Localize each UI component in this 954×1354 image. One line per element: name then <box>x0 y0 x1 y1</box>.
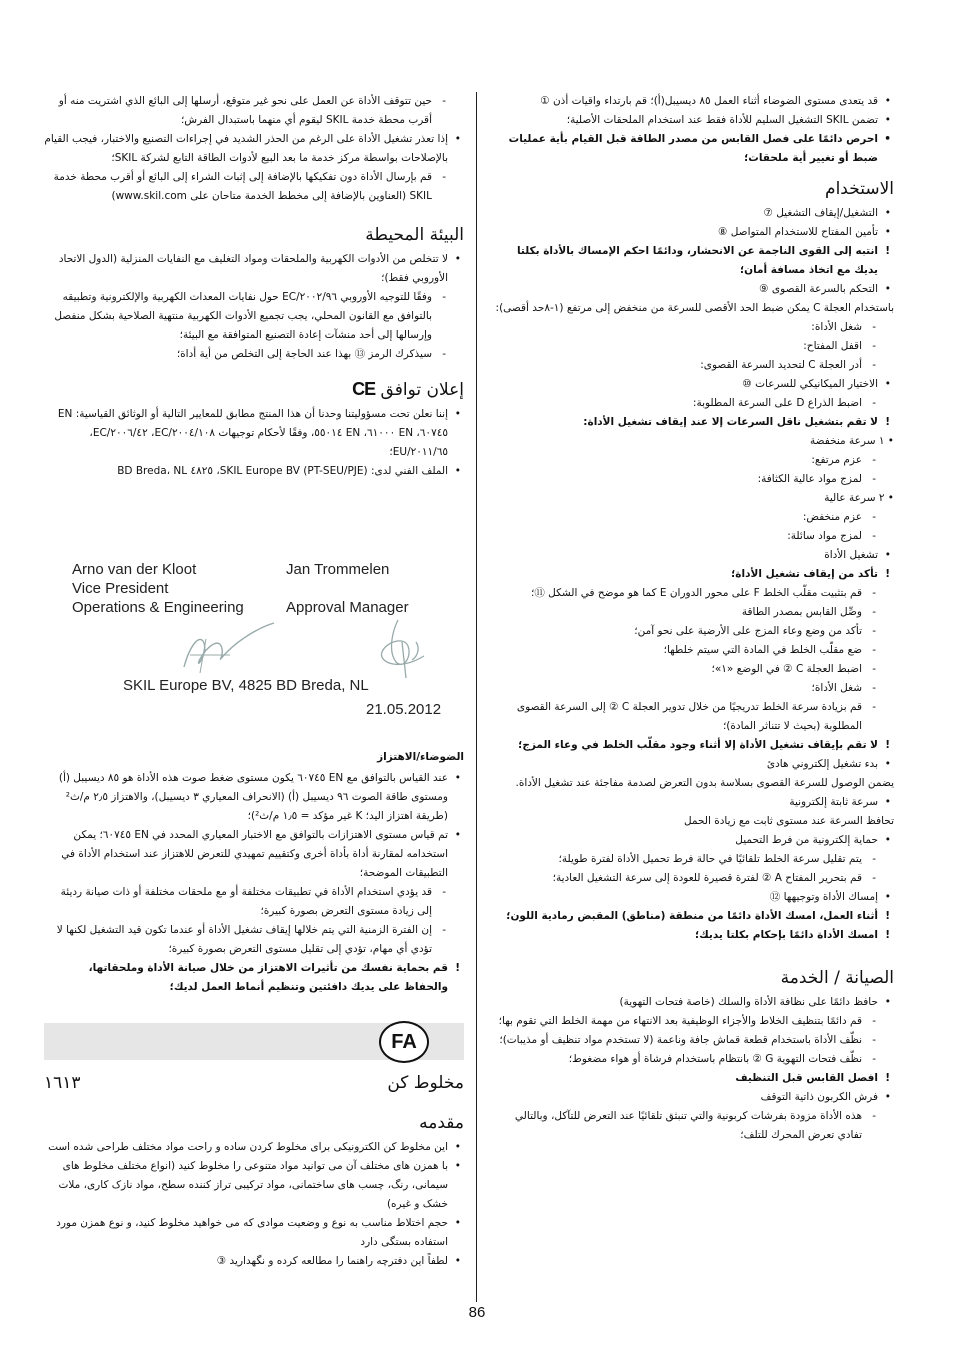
signatory-1-name: Arno van der Kloot <box>72 561 197 578</box>
left-column <box>44 92 464 481</box>
warning-item: ! انتبه إلى القوى الناجمة عن الانحشار، ودائمًا احكم الإمساك بالأداة بكلتا يديك مع اتخاذ مسافة أمان؛ <box>492 242 894 280</box>
dash-item: - أدر العجلة C لتحديد السرعة القصوى: <box>492 356 894 375</box>
bullet-item: • حماية إلكترونية من فرط التحميل <box>492 831 894 850</box>
declaration-list <box>44 405 464 481</box>
declaration-date: 21.05.2012 <box>366 701 442 718</box>
warning-item: ! امسك الأداة دائمًا بإحكام بكلتا يديك؛ <box>492 926 894 945</box>
bullet-item: • این مخلوط کن الکترونیکی برای مخلوط کردن ساده و راحت مواد مختلف طراحی شده است <box>44 1138 464 1157</box>
ear-protection-note: • قد يتعدى مستوى الضوضاء أثناء العمل ٨٥ ديسيبل(أ)؛ قم بارتداء واقيات أذن ① <box>492 92 894 111</box>
dash-item: - نظّف الأداة باستخدام قطعة قماش جافة وناعمة (لا تستخدم مواد تنظيف أو مذيبات)؛ <box>492 1031 894 1050</box>
bullet-item: • عند القياس بالتوافق مع EN ٦٠٧٤٥ يكون مستوى ضغط صوت هذه الأداة هو ٨٥ ديسيبل (أ) ومستوى طاقة الصوت ٩٦ ديسيبل (أ) (الانحراف المعياري ٣ ديسيبل)، والاهتزاز ٢٫٥ م/ث² (طريقة اهتزاز اليد؛ K غير مؤكد = ١٫٥ م/ث²)؛ <box>44 769 464 826</box>
warning-item: ! لا تقم بتشغيل ناقل السرعات إلا عند إيقاف تشغيل الأداة: <box>492 413 894 432</box>
accessories-note: • تضمن SKIL التشغيل السليم للأداة فقط عند استخدام الملحقات الأصلية؛ <box>492 111 894 130</box>
noise-section <box>44 740 464 997</box>
dash-item: - قم بتثبيت مقلّب الخلط F على محور الدوران E كما هو موضح في الشكل ⑪؛ <box>492 584 894 603</box>
unplug-note: • احرص دائمًا على فصل القابس من مصدر الطاقة قبل القيام بأية عمليات ضبط أو تغيير أية ملحقات؛ <box>492 130 894 168</box>
bullet-item: • لا تتخلص من الأدوات الكهربية والملحقات ومواد التغليف مع النفايات المنزلية (الدول الاتحاد الأوروبي فقط)؛ <box>44 250 464 288</box>
bullet-item: • سرعة ثابتة إلكترونية <box>492 793 894 812</box>
signatory-1-title: Vice President <box>72 580 169 597</box>
dash-item: - اضبط الذراع D على السرعة المطلوبة: <box>492 394 894 413</box>
fa-model-code: ١٦١٣ <box>44 1073 81 1093</box>
signature-block <box>72 560 472 617</box>
text-line: تحافظ السرعة عند مستوى ثابت مع زيادة الحمل <box>683 815 894 827</box>
dash-item: - هذه الأداة مزودة بفرشات كربونية والتي تنبثق تلقائيًا عند التعرض للتآكل، وبالتالي تفادي تعرض المحرك للتلف؛ <box>492 1107 894 1145</box>
dash-item: - وفقًا للتوجيه الأوروبي ٢٠٠٢/٩٦/EC حول نفايات المعدات الكهربية والإلكترونية وتطبيقه بالتوافق مع القانون المحلي، يجب تجميع الأدوات الكهربية منتهية الصلاحية بشكل منفصل وإرسالها إلى أحد منشآت إعادة التصنيع المتوافقة مع البيئة؛ <box>44 288 464 345</box>
dash-item: - قم بزيادة سرعة الخلط تدريجيًا من خلال تدوير العجلة C ② إلى السرعة القصوى المطلوبة (بحيث لا تتناثر المادة)؛ <box>492 698 894 736</box>
warning-item: ! افصل القابس قبل التنظيف <box>492 1069 894 1088</box>
declaration-heading-text: إعلان توافق <box>380 380 464 400</box>
dash-item: - وصِّل القابس بمصدر الطاقة <box>492 603 894 622</box>
bullet-item: • التشغيل/إيقاف التشغيل ⑦ <box>492 204 894 223</box>
maintenance-list <box>492 993 894 1145</box>
dash-item: - لمزج مواد سائلة: <box>492 527 894 546</box>
bullet-item: • حافظ دائمًا على نظافة الأداة والسلك (خاصة فتحات التهوية) <box>492 993 894 1012</box>
page-number: 86 <box>468 1304 486 1321</box>
dash-item: - حين تتوقف الأداة عن العمل على نحو غير متوقع، أرسلها إلى البائع الذي اشتريت منه أو أقرب محطة خدمة SKIL ليقوم أي منهما باستبدال الفرش؛ <box>44 92 464 130</box>
company-address: SKIL Europe BV, 4825 BD Breda, NL <box>123 677 369 694</box>
fa-intro-section <box>44 1112 464 1271</box>
usage-heading: الاستخدام <box>825 179 894 199</box>
warning-item: ! أثناء العمل، امسك الأداة دائمًا من منطقة (مناطق) المقبض رمادية اللون؛ <box>492 907 894 926</box>
signature-2-image <box>368 612 438 682</box>
bullet-item: • فرش الكربون ذاتية التوقف <box>492 1088 894 1107</box>
signatory-2-title: Approval Manager <box>286 599 409 616</box>
bullet-item: • الاختيار الميكانيكي للسرعات ⑩ <box>492 375 894 394</box>
dash-item: - لمزج مواد عالية الكثافة: <box>492 470 894 489</box>
noise-list <box>44 769 464 997</box>
dash-item: - نظّف فتحات التهوية G ② بانتظام باستخدام فرشاة أو هواء مضغوط؛ <box>492 1050 894 1069</box>
maintenance-heading: الصيانة / الخدمة <box>780 968 894 988</box>
bullet-item: • با همزن های مختلف آن می توانید مواد متنوعی را مخلوط کنید (انواع مختلف مخلوط های سیمانی، رنگ، چسب های ساختمانی، مواد ترکیبی تراز کننده سطح، مواد نازک کاری، ملات خشک و غیره) <box>44 1157 464 1214</box>
bullet-item: • إذا تعذر تشغيل الأداة على الرغم من الحذر الشديد في إجراءات التصنيع والاختبار، فيجب القيام بالإصلاحات بواسطة مركز خدمة ما بعد البيع لأدوات الطاقة التابع لشركة SKIL؛ <box>44 130 464 168</box>
dash-item: - قم بتحرير المفتاح A ② لفترة قصيرة للعودة إلى سرعة التشغيل العادية؛ <box>492 869 894 888</box>
text-line: • ١ سرعة منخفضة <box>810 435 894 447</box>
text-line: باستخدام العجلة C يمكن ضبط الحد الأقصى للسرعة من منخفض إلى مرتفع (١-٨حد أقصى): <box>495 302 894 314</box>
text-line: • ٢ سرعة عالية <box>824 492 894 504</box>
bullet-item: • حجم اختلاط مناسب به نوع و وضعیت موادی که می خواهید مخلوط کنید، و نوع همزن مورد استفاده بستگی دارد <box>44 1214 464 1252</box>
dash-item: - عزم منخفض: <box>492 508 894 527</box>
signatory-2-name: Jan Trommelen <box>286 561 390 578</box>
bullet-item: • بدء تشغيل إلكتروني هادئ <box>492 755 894 774</box>
declaration-heading <box>44 378 464 401</box>
dash-item: - سيذكرك الرمز ⑬ بهذا عند الحاجة إلى التخلص من أية أداة؛ <box>44 345 464 364</box>
dash-item: - اضبط العجلة C ② في الوضع «١»؛ <box>492 660 894 679</box>
signature-1-image <box>170 615 280 677</box>
usage-list <box>492 204 894 945</box>
noise-heading: الضوضاء/الاهتزاز <box>377 751 464 763</box>
warning-item: ! تأكد من إيقاف تشغيل الأداة؛ <box>492 565 894 584</box>
dash-item: - يتم تقليل سرعة الخلط تلقائيًا في حالة فرط تحميل الأداة لفترة طويلة؛ <box>492 850 894 869</box>
intro-bullets <box>492 92 894 168</box>
language-badge: FA <box>379 1021 429 1063</box>
dash-item: - قد يؤدي استخدام الأداة في تطبيقات مختلفة أو مع ملحقات مختلفة أو ذات صيانة رديئة إلى زيادة مستوى التعرض بصورة كبيرة؛ <box>44 883 464 921</box>
dash-item: - ضع مقلّب الخلط في المادة التي سيتم خلطها؛ <box>492 641 894 660</box>
bullet-item: • تم قياس مستوى الاهتزازات بالتوافق مع الاختبار المعياري المحدد في EN ٦٠٧٤٥؛ يمكن استخدامه لمقارنة أداة بأداة أخرى وكتقييم تمهيدي للتعرض للاهتزاز عند استخدام الأداة في التطبيقات الموضحة؛ <box>44 826 464 883</box>
dash-item: - اقفل المفتاح: <box>492 337 894 356</box>
fa-product-title: مخلوط کن <box>387 1073 464 1093</box>
environment-heading: البيئة المحيطة <box>365 225 464 245</box>
warning-item: ! قم بحماية نفسك من تأثيرات الاهتزاز من خلال صيانة الأداة وملحقاتها، والحفاظ على يديك دافئتين وتنظيم أنماط العمل لديك؛ <box>44 959 464 997</box>
dash-item: - شغل الأداة؛ <box>492 679 894 698</box>
signatory-1-dept: Operations & Engineering <box>72 599 244 616</box>
fa-intro-heading: مقدمه <box>419 1113 464 1133</box>
dash-item: - قم دائمًا بتنظيف الخلاط والأجزاء الوظيفية بعد الانتهاء من مهمة الخلط التي تقوم بها؛ <box>492 1012 894 1031</box>
warning-item: ! لا تقم بإيقاف تشغيل الأداة إلا أثناء وجود مقلّب الخلط في وعاء المزج؛ <box>492 736 894 755</box>
bullet-item: • تشغيل الأداة <box>492 546 894 565</box>
dash-item: - شغل الأداة: <box>492 318 894 337</box>
text-line: يضمن الوصول للسرعة القصوى بسلاسة بدون التعرض لصدمة مفاجئة عند تشغيل الأداة. <box>515 777 894 789</box>
bullet-item: • التحكم بالسرعة القصوى ⑨ <box>492 280 894 299</box>
dash-item: - عزم مرتفع: <box>492 451 894 470</box>
bullet-item: • إننا نعلن تحت مسؤوليتنا وحدنا أن هذا المنتج مطابق للمعايير التالية أو الوثائق القياسية: EN ٦٠٧٤٥، EN ٦١٠٠٠، EN ٥٥٠١٤، وفقًا لأحكام توجيهات ٢٠٠٤/١٠٨/EC، ٢٠٠٦/٤٢/EC، ٢٠١١/٦٥/EU؛ <box>44 405 464 462</box>
column-divider <box>476 92 477 1302</box>
fa-title-row <box>44 1073 464 1093</box>
bullet-item: • تأمين المفتاح للاستخدام المتواصل ⑧ <box>492 223 894 242</box>
right-column <box>492 92 894 1145</box>
dash-item: - إن الفترة الزمنية التي يتم خلالها إيقاف تشغيل الأداة أو عندما تكون قيد التشغيل لكنها لا تؤدي أي مهام، تؤدي إلى تقليل مستوى التعرض بصورة كبيرة؛ <box>44 921 464 959</box>
bullet-item: • الملف الفني لدى: SKIL Europe BV (PT-SEU/PJE)، ٤٨٢٥ BD Breda، NL <box>44 462 464 481</box>
service-list <box>44 92 464 206</box>
dash-item: - قم بإرسال الأداة دون تفكيكها بالإضافة إلى إثبات الشراء إلى البائع أو أقرب محطة خدمة SKIL (العناوين بالإضافة إلى مخطط الخدمة متاحان على www.skil.com) <box>44 168 464 206</box>
bullet-item: • إمساك الأداة وتوجيهها ⑫ <box>492 888 894 907</box>
environment-list <box>44 250 464 364</box>
fa-intro-list <box>44 1138 464 1271</box>
ce-mark-icon: CE <box>352 379 376 399</box>
bullet-item: • لطفاً این دفترچه راهنما را مطالعه کرده و نگهدارید ③ <box>44 1252 464 1271</box>
dash-item: - تأكد من وضع وعاء المزج على الأرضية على نحو آمن؛ <box>492 622 894 641</box>
